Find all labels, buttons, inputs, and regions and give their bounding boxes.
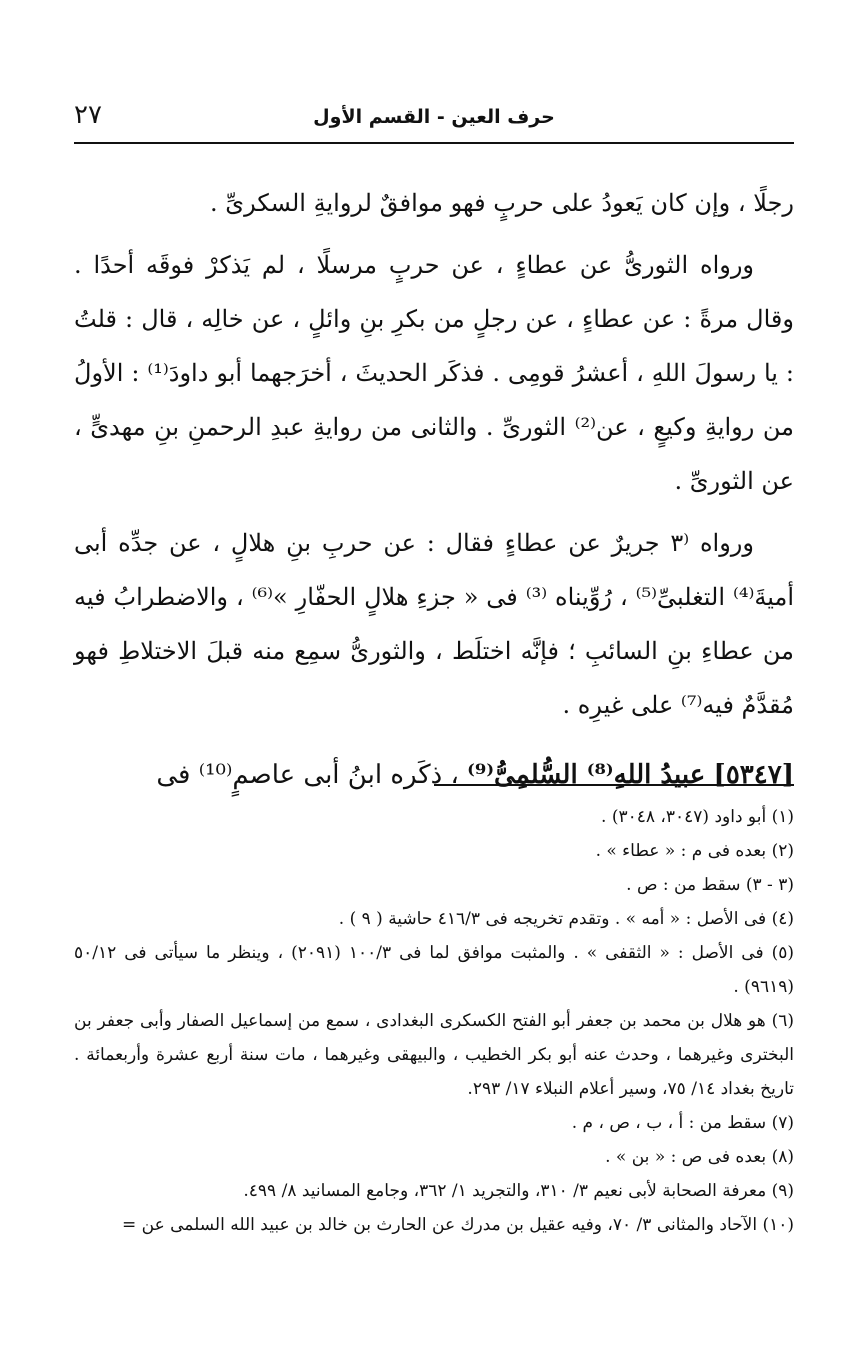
entry-number: [٥٣٤٧] [713, 760, 794, 790]
page-number: ٢٧ [74, 100, 102, 130]
footnote: (١) أبو داود (٣٠٤٧، ٣٠٤٨) . [601, 807, 794, 827]
footnote: (٢) بعده فى م : « عطاء » . [595, 841, 794, 861]
entry-text: ، ذكَره ابنُ أبى عاصمٍ⁽¹⁰⁾ فى [156, 760, 459, 790]
entry-name: عبيدُ اللهِ⁽⁸⁾ السُّلمِىُّ⁽⁹⁾ [467, 760, 706, 790]
footnote: (٨) بعده فى ص : « بن » . [605, 1147, 794, 1167]
footnote: (٥) فى الأصل : « الثقفى » . والمثبت موافق لما فى ١٠٠/٣ (٢٠٩١) ، وينظر ما سيأتى فى ٥٠/١٢ (٩٦١٩) . [74, 943, 794, 997]
footnote: (٤) فى الأصل : « أمه » . وتقدم تخريجه فى ٤١٦/٣ حاشية ( ٩ ) . [338, 909, 794, 929]
paragraph: رجلًا ، وإن كان يَعودُ على حربٍ فهو موافقٌ لروايةِ السكرىِّ . [210, 189, 794, 217]
running-title: حرف العين - القسم الأول [313, 106, 555, 128]
paragraph: ورواه الثورىُّ عن عطاءٍ ، عن حربٍ مرسلًا ، لم يَذكرْ فوقَه أحدًا . وقال مرةً : عن عطاءٍ ، عن رجلٍ من بكرِ بنِ وائلٍ ، عن خالِه ، قال : قلتُ : يا رسولَ اللهِ ، أعشرُ قومِى . فذكَر الحديثَ ، أخرَجهما أبو داودَ⁽¹⁾ : الأولُ من روايةِ وكيعٍ ، عن⁽²⁾ الثورىِّ . والثانى من روايةِ عبدِ الرحمنِ بنِ مهدىٍّ ، عن الثورىِّ . [74, 251, 795, 495]
footnotes [74, 800, 794, 1242]
footnote: (٩) معرفة الصحابة لأبى نعيم ٣/ ٣١٠، والتجريد ١/ ٣٦٢، وجامع المسانيد ٨/ ٤٩٩. [243, 1181, 794, 1201]
footnote: (٣ - ٣) سقط من : ص . [626, 875, 794, 895]
footnote: (٦) هو هلال بن محمد بن جعفر أبو الفتح الكسكرى البغدادى ، سمع من إسماعيل الصفار وأبى جعفر بن البخترى وغيرهما ، وحدث عنه أبو بكر الخطيب ، والبيهقى وغيرهما ، مات سنة أربع عشرة وأربعمائة . تاريخ بغداد ١٤/ ٧٥، وسير أعلام النبلاء ١٧/ ٢٩٣. [74, 1011, 794, 1099]
footnote: (١٠) الآحاد والمثانى ٣/ ٧٠، وفيه عقيل بن مدرك عن الحارث بن خالد بن عبيد الله السلمى عن = [122, 1215, 794, 1235]
page-header [74, 98, 794, 144]
footnote-divider [434, 784, 794, 786]
paragraph: ورواه ⁽٣ جريرٌ عن عطاءٍ فقال : عن حربِ بنِ هلالٍ ، عن جدِّه أبى أميةَ⁽⁴⁾ التغلبىِّ⁽⁵⁾ ، رُوِّيناه ⁽³⁾ فى « جزءِ هلالٍ الحفّارِ »⁽⁶⁾ ، والاضطرابُ فيه من عطاءِ بنِ السائبِ ؛ فإنَّه اختلَط ، والثورىُّ سمِع منه قبلَ الاختلاطِ فهو مُقدَّمٌ فيه⁽⁷⁾ على غيرِه . [74, 529, 794, 719]
entry-heading [74, 748, 794, 802]
main-text [74, 176, 794, 810]
footnote: (٧) سقط من : أ ، ب ، ص ، م . [571, 1113, 794, 1133]
